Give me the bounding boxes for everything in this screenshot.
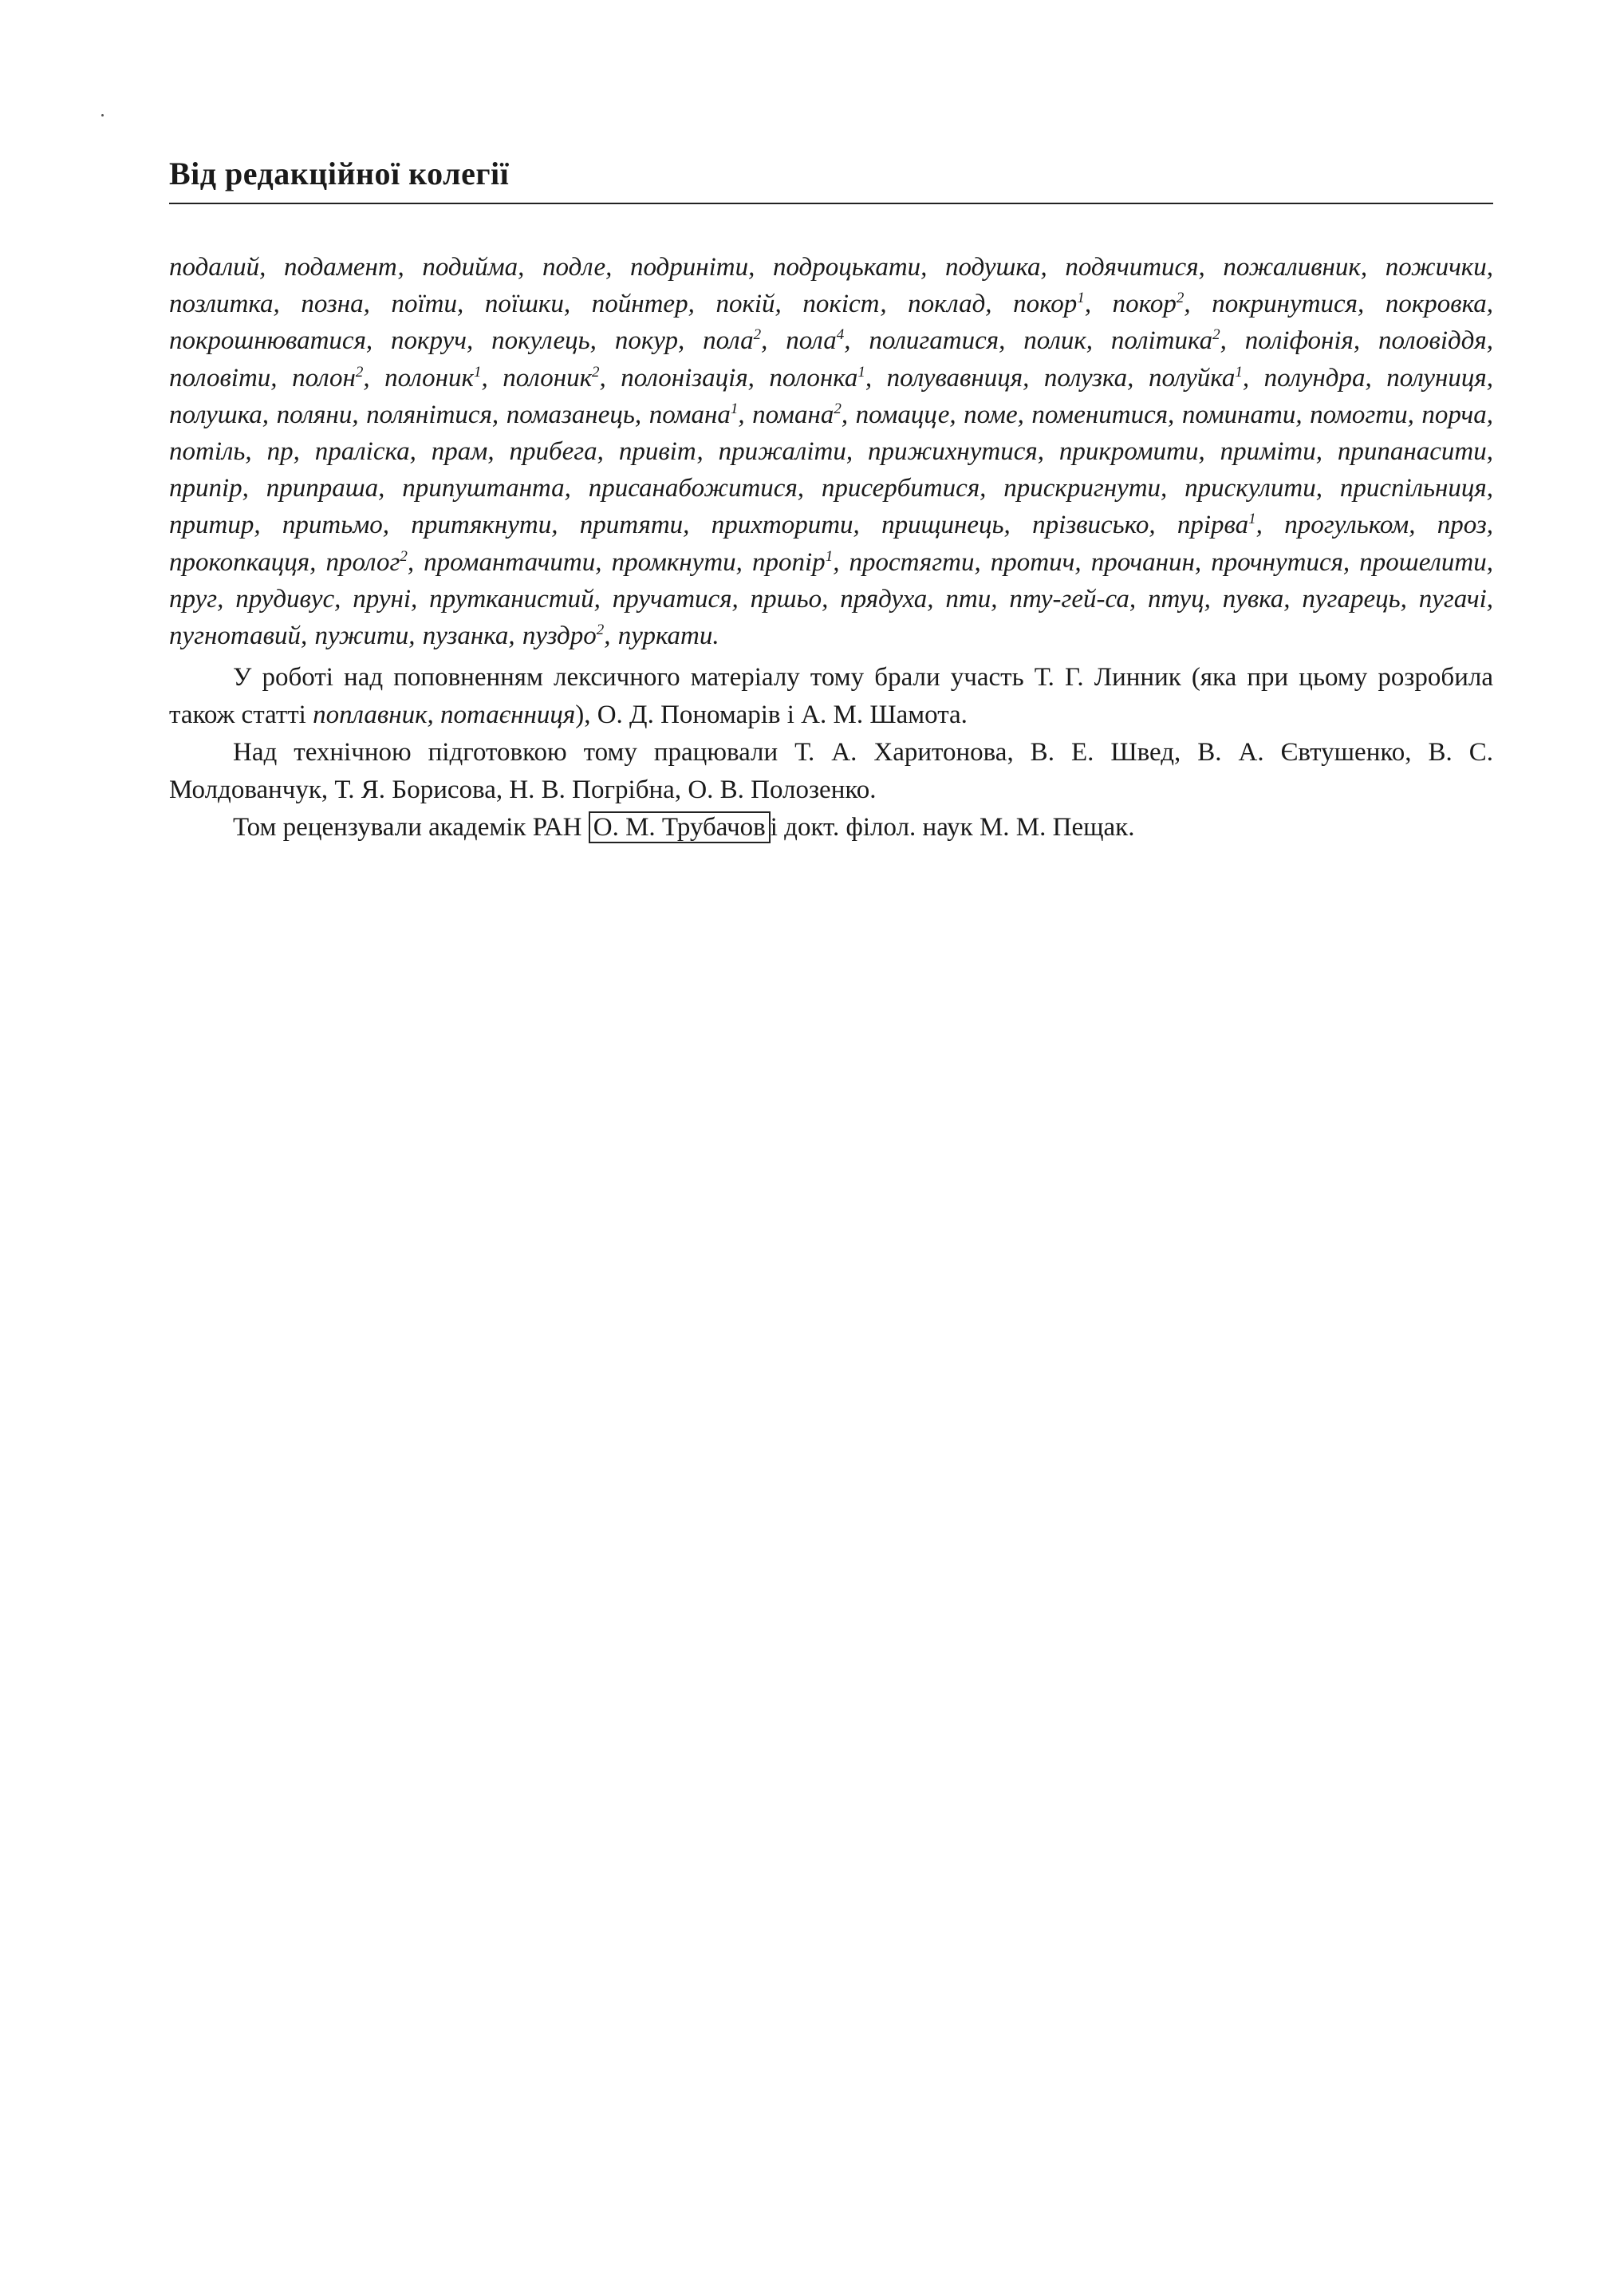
paragraph-contributors-tail: ), О. Д. Пономарів і А. М. Шамота. [575, 700, 968, 730]
page-title: Від редакційної колегії [169, 156, 510, 191]
boxed-reviewer-name: О. М. Трубачов [589, 811, 771, 843]
paragraph-reviewers-tail: і докт. філол. наук М. М. Пещак. [770, 813, 1135, 843]
paragraph-reviewers [169, 809, 1493, 846]
stray-dot [101, 114, 104, 116]
body-text [169, 249, 1493, 846]
paragraph-technical: Над технічною підготовкою тому працювали Т. А. Харитонова, В. Е. Швед, В. А. Євтушенко, В. С. Молдованчук, Т. Я. Борисова, Н. В. Погрібна, О. В. Полозенко. [169, 738, 1493, 805]
article-titles: поплавник, потаєнниця [313, 700, 576, 730]
paragraph-contributors-text: У роботі над поповненням лексичного матеріалу тому брали участь Т. Г. Линник (яка при цьому розробила також статті [169, 663, 1493, 730]
paragraph-contributors [169, 659, 1493, 734]
paragraph-reviewers-text: Том рецензували академік РАН [233, 813, 589, 843]
word-list: подалий, подамент, подийма, подле, подриніти, подроцькати, подушка, подячитися, пожаливник, пожички, позлитка, позна, поїти, поїшки, пойнтер, покій, покіст, поклад, покор$^1$, покор$^2$, покринутися, покровка, покрошнюватися, покруч, покулець, покур, пола$^2$, пола$^4$, полигатися, полик, політика$^2$, поліфонія, половіддя, половіти, полон$^2$, полоник$^1$, полоник$^2$, полонізація, полонка$^1$, полувавниця, полузка, полуйка$^1$, полундра, полуниця, полушка, поляни, полянітися, помазанець, помана$^1$, помана$^2$, помацце, поме, поменитися, поминати, помогти, порча, потіль, пр, праліска, прам, прибега, привіт, прижаліти, прижихнутися, прикромити, приміти, припанасити, припір, припраша, припуштанта, присанабожитися, присербитися, прискригнути, прискулити, приспільниця, притир, притьмо, притякнути, притяти, прихторити, прищинець, прізвисько, прірва$^1$, прогульком, проз, прокопкацця, пролог$^2$, промантачити, промкнути, пропір$^1$, простягти, протич, прочанин, прочнутися, прошелити, пруг, прудивус, пруні, прутканистий, пручатися, пршьо, прядуха, пти, пту-гей-са, птуц, пувка, пугарець, пугачі, пугнотавий, пужити, пузанка, пуздро$^2$, пуркати. [169, 253, 1493, 651]
section-header [169, 156, 1493, 204]
